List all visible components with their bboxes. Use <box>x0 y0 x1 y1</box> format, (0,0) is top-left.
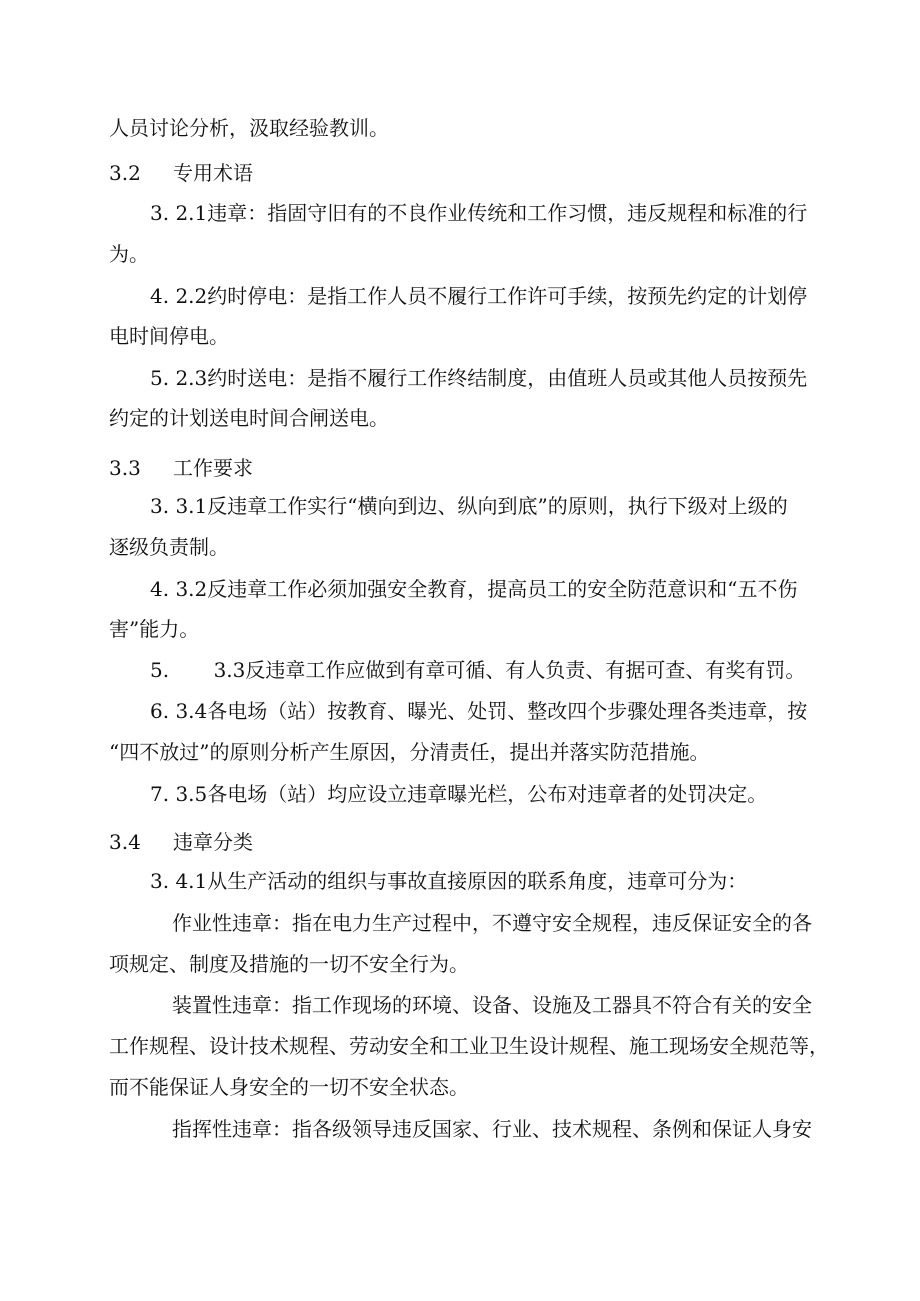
paragraph-line: 为。 <box>109 242 149 266</box>
paragraph-line: 人员讨论分析，汲取经验教训。 <box>109 116 389 140</box>
section-heading-3-3 <box>109 454 253 482</box>
paragraph-line: 装置性违章：指工作现场的环境、设备、设施及工器具不符合有关的安全 <box>172 993 812 1017</box>
section-heading-3-4 <box>109 828 253 856</box>
paragraph-line: 逐级负责制。 <box>109 535 229 559</box>
paragraph-line: 作业性违章：指在电力生产过程中，不遵守安全规程，违反保证安全的各 <box>172 911 812 935</box>
section-number: 3.3 <box>109 456 141 480</box>
paragraph-line: “四不放过”的原则分析产生原因，分清责任，提出并落实防范措施。 <box>109 740 710 764</box>
section-title: 违章分类 <box>173 830 253 854</box>
section-title: 工作要求 <box>173 456 253 480</box>
paragraph-line: 害”能力。 <box>109 617 200 641</box>
paragraph-line: 项规定、制度及措施的一切不安全行为。 <box>109 952 469 976</box>
paragraph-line: 5. 2.3约时送电：是指不履行工作终结制度，由值班人员或其他人员按预先 <box>150 366 808 390</box>
paragraph-line: 而不能保证人身安全的一切不安全状态。 <box>109 1075 469 1099</box>
paragraph-line: 电时间停电。 <box>109 324 229 348</box>
paragraph-line: 4. 3.2反违章工作必须加强安全教育，提高员工的安全防范意识和“五不伤 <box>150 577 798 601</box>
paragraph-line: 约定的计划送电时间合闸送电。 <box>109 406 389 430</box>
paragraph-line: 5. 3.3反违章工作应做到有章可循、有人负责、有据可查、有奖有罚。 <box>150 658 806 682</box>
section-heading-3-2 <box>109 159 253 187</box>
paragraph-line: 3. 4.1从生产活动的组织与事故直接原因的联系角度，违章可分为： <box>150 869 748 893</box>
section-title: 专用术语 <box>173 161 253 185</box>
paragraph-line: 7. 3.5各电场（站）均应设立违章曝光栏，公布对违章者的处罚决定。 <box>150 782 768 806</box>
section-number: 3.2 <box>109 161 141 185</box>
section-number: 3.4 <box>109 830 141 854</box>
paragraph-line: 3. 3.1反违章工作实行“横向到边、纵向到底”的原则，执行下级对上级的 <box>150 494 788 518</box>
paragraph-line: 4. 2.2约时停电：是指工作人员不履行工作许可手续，按预先约定的计划停 <box>150 284 808 308</box>
paragraph-line: 工作规程、设计技术规程、劳动安全和工业卫生设计规程、施工现场安全规范等， <box>109 1034 829 1058</box>
paragraph-line: 6. 3.4各电场（站）按教育、曝光、处罚、整改四个步骤处理各类违章，按 <box>150 699 808 723</box>
paragraph-line: 指挥性违章：指各级领导违反国家、行业、技术规程、条例和保证人身安 <box>172 1117 812 1141</box>
paragraph-line: 3. 2.1违章：指固守旧有的不良作业传统和工作习惯，违反规程和标准的行 <box>150 201 808 225</box>
